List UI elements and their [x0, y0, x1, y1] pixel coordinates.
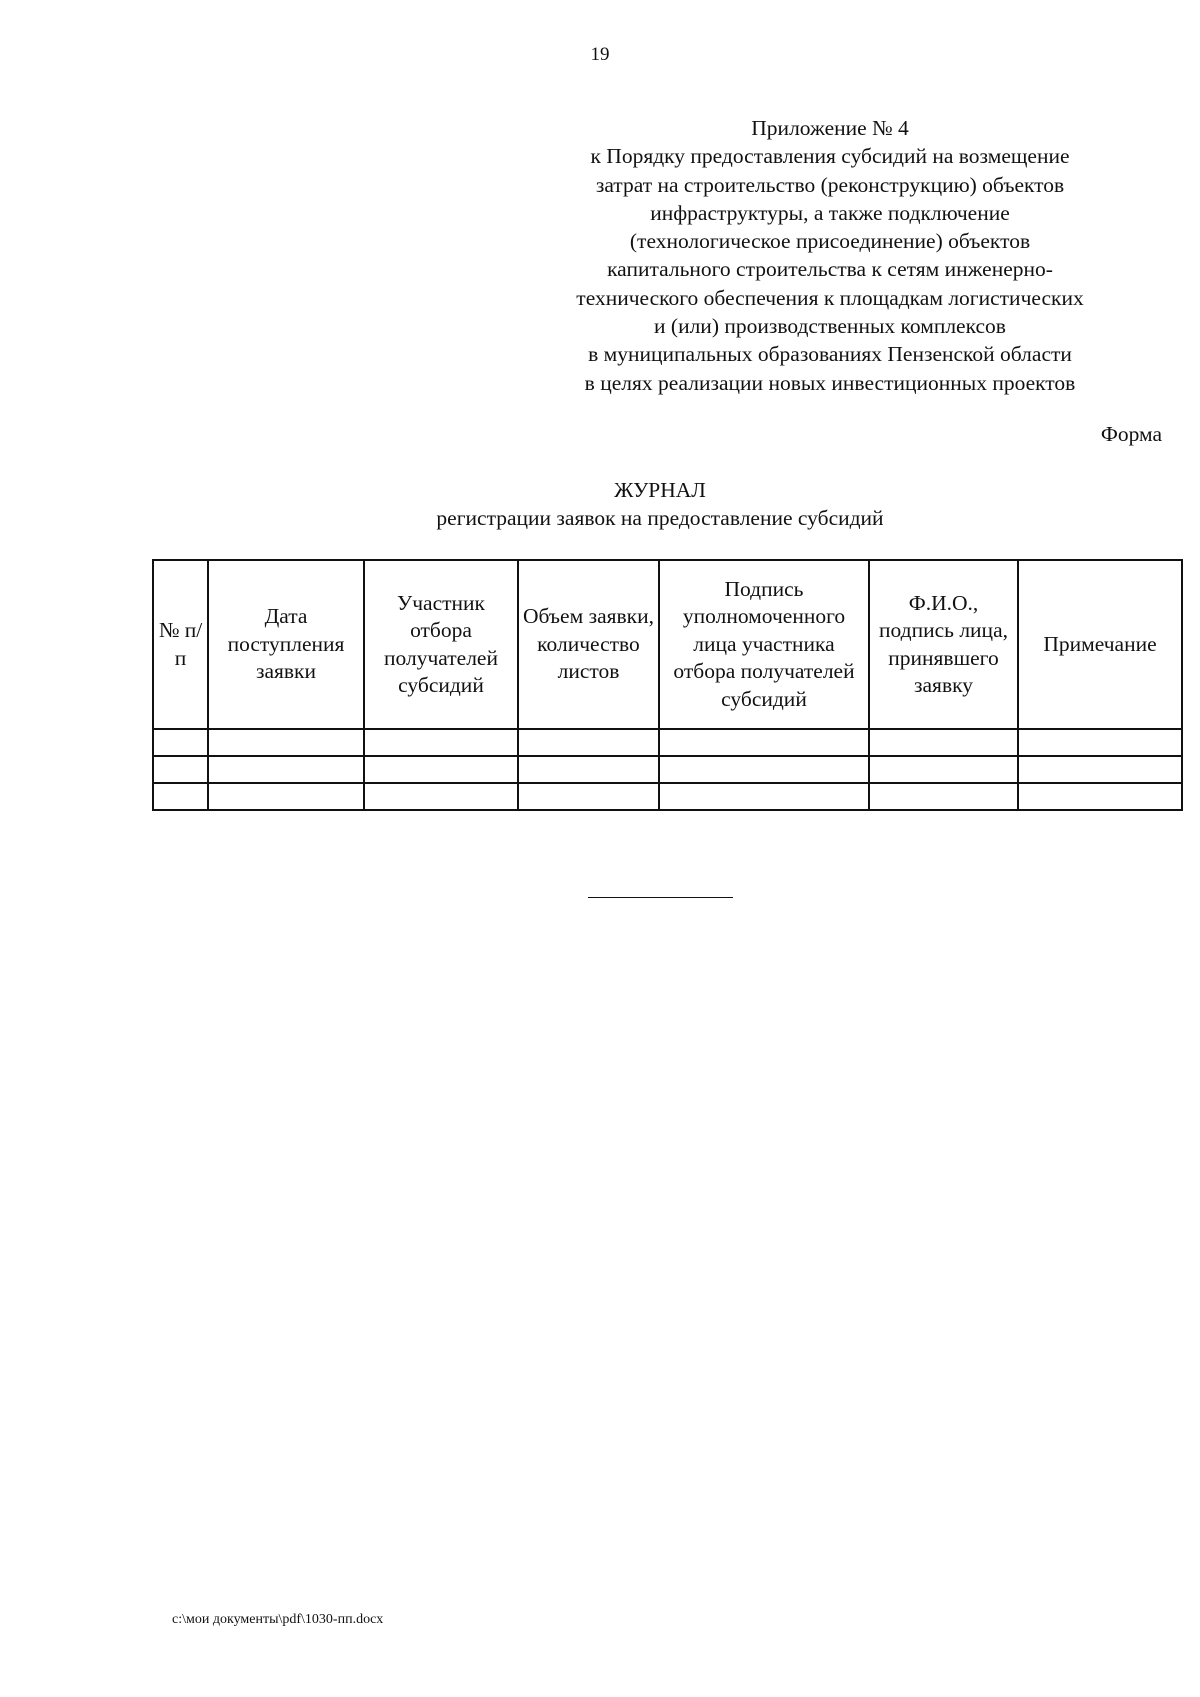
column-header-signature: Подпись уполномоченного лица участника отбора получателей субсидий: [659, 560, 869, 729]
column-header-receiver: Ф.И.О., подпись лица, принявшего заявку: [869, 560, 1018, 729]
appendix-line: Приложение № 4: [751, 116, 909, 140]
table-cell: [364, 783, 518, 810]
appendix-line: к Порядку предоставления субсидий на возмещение: [590, 144, 1070, 169]
table-row: [153, 756, 1182, 783]
table-cell: [153, 783, 208, 810]
table-cell: [153, 729, 208, 756]
table-row: [153, 729, 1182, 756]
table-cell: [1018, 756, 1182, 783]
table-cell: [153, 756, 208, 783]
table-cell: [659, 783, 869, 810]
appendix-line: в муниципальных образованиях Пензенской области: [588, 342, 1072, 367]
journal-subtitle: регистрации заявок на предоставление субсидий: [436, 506, 884, 530]
footer-file-path: c:\мои документы\pdf\1030-пп.docx: [172, 1612, 384, 1627]
table-header-row: [153, 560, 1182, 729]
journal-heading: [150, 476, 1170, 532]
table-cell: [518, 729, 659, 756]
table-cell: [659, 729, 869, 756]
appendix-line: в целях реализации новых инвестиционных проектов: [584, 370, 1076, 395]
appendix-line: технического обеспечения к площадкам логистических: [576, 285, 1084, 310]
appendix-line: (технологическое присоединение) объектов: [629, 229, 1031, 254]
appendix-line: затрат на строительство (реконструкцию) объектов: [595, 172, 1065, 197]
column-header-volume: Объем заявки, количество листов: [518, 560, 659, 729]
table-cell: [518, 756, 659, 783]
appendix-header: [520, 114, 1140, 397]
column-header-participant: Участник отбора получателей субсидий: [364, 560, 518, 729]
table-row: [153, 783, 1182, 810]
appendix-line: и (или) производственных комплексов: [654, 314, 1006, 339]
separator-line: [588, 897, 733, 898]
table-cell: [518, 783, 659, 810]
registration-table: [152, 559, 1183, 811]
appendix-line: капитального строительства к сетям инженерно-: [607, 257, 1053, 282]
journal-title: ЖУРНАЛ: [614, 478, 706, 502]
table-cell: [1018, 729, 1182, 756]
table-cell: [364, 756, 518, 783]
table-cell: [208, 756, 364, 783]
table-cell: [869, 783, 1018, 810]
page-number: 19: [590, 44, 610, 65]
table-cell: [1018, 783, 1182, 810]
table-cell: [208, 729, 364, 756]
table-cell: [364, 729, 518, 756]
appendix-line: инфраструктуры, а также подключение: [650, 200, 1010, 225]
table-cell: [869, 729, 1018, 756]
column-header-date: Дата поступления заявки: [208, 560, 364, 729]
table-cell: [208, 783, 364, 810]
table-cell: [869, 756, 1018, 783]
form-label: Форма: [1100, 422, 1162, 446]
table-cell: [659, 756, 869, 783]
column-header-number: № п/п: [153, 560, 208, 729]
column-header-note: Примечание: [1018, 560, 1182, 729]
